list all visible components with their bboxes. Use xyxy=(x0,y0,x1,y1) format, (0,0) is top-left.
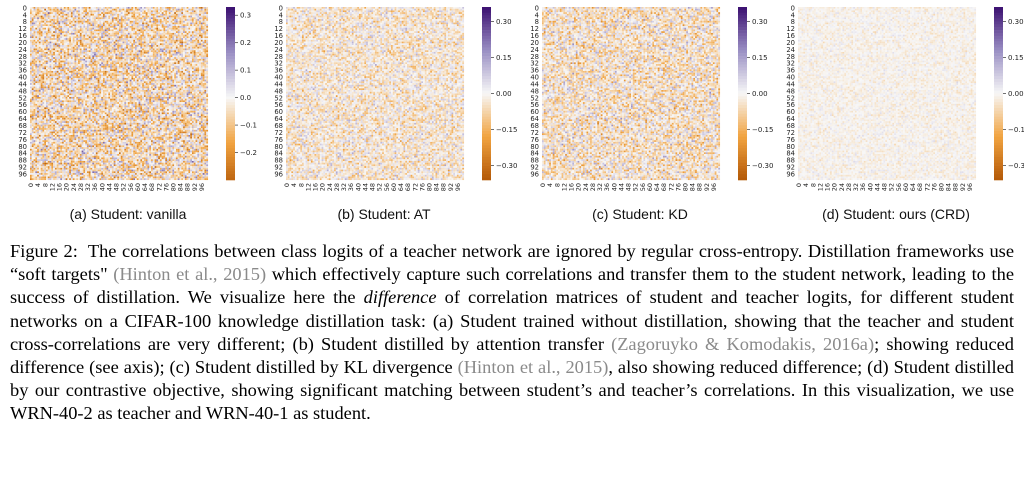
y-tick-label: 28 xyxy=(530,53,539,61)
x-tick-label: 24 xyxy=(582,183,590,191)
x-tick-label: 48 xyxy=(369,183,377,191)
y-tick-label: 92 xyxy=(274,164,283,172)
y-tick-label: 4 xyxy=(23,11,27,19)
x-tick-label: 12 xyxy=(48,183,56,191)
x-tick-label: 52 xyxy=(632,183,640,191)
x-tick-label: 92 xyxy=(959,183,967,191)
x-tick-label: 8 xyxy=(553,183,561,187)
x-tick-label: 16 xyxy=(568,183,576,191)
y-tick-label: 40 xyxy=(786,74,795,82)
y-tick-label: 92 xyxy=(530,164,539,172)
y-tick-label: 48 xyxy=(274,87,283,95)
y-tick-label: 72 xyxy=(530,129,539,137)
y-tick-label: 32 xyxy=(530,60,539,68)
x-tick-label: 36 xyxy=(347,183,355,191)
x-tick-label: 44 xyxy=(105,183,113,191)
panel-caption-crd: (d) Student: ours (CRD) xyxy=(768,206,1024,222)
x-tick-label: 28 xyxy=(845,183,853,191)
x-tick-label: 12 xyxy=(560,183,568,191)
x-tick-label: 72 xyxy=(411,183,419,191)
x-tick-label: 12 xyxy=(304,183,312,191)
y-tick-label: 56 xyxy=(530,101,539,109)
y-tick-label: 32 xyxy=(274,60,283,68)
y-tick-label: 36 xyxy=(786,67,795,75)
y-tick-label: 56 xyxy=(786,101,795,109)
x-tick-label: 32 xyxy=(852,183,860,191)
x-tick-label: 80 xyxy=(937,183,945,191)
x-tick-label: 0 xyxy=(27,183,35,187)
colorbar-tick-label: −0.1 xyxy=(240,122,257,130)
y-tick-label: 8 xyxy=(791,18,795,26)
y-tick-label: 20 xyxy=(786,39,795,47)
y-tick-label: 44 xyxy=(18,80,27,88)
y-tick-label: 68 xyxy=(18,122,27,130)
y-tick-label: 0 xyxy=(535,4,539,12)
y-tick-label: 36 xyxy=(530,67,539,75)
x-tick-label: 4 xyxy=(34,183,42,187)
x-tick-label: 44 xyxy=(361,183,369,191)
panel-caption-vanilla: (a) Student: vanilla xyxy=(0,206,256,222)
y-tick-label: 52 xyxy=(530,94,539,102)
x-tick-label: 8 xyxy=(297,183,305,187)
y-tick-label: 76 xyxy=(786,136,795,144)
y-tick-label: 32 xyxy=(18,60,27,68)
heatmap-at xyxy=(256,0,512,205)
x-tick-label: 88 xyxy=(440,183,448,191)
x-tick-label: 48 xyxy=(113,183,121,191)
y-tick-label: 24 xyxy=(530,46,539,54)
y-tick-label: 84 xyxy=(274,150,283,158)
x-tick-label: 80 xyxy=(425,183,433,191)
colorbar xyxy=(994,7,1003,180)
y-tick-label: 88 xyxy=(530,157,539,165)
y-tick-label: 4 xyxy=(535,11,539,19)
x-tick-label: 48 xyxy=(881,183,889,191)
heatmap-cells xyxy=(542,7,720,180)
y-tick-label: 44 xyxy=(530,80,539,88)
y-tick-label: 84 xyxy=(786,150,795,158)
x-tick-label: 32 xyxy=(596,183,604,191)
x-tick-label: 68 xyxy=(148,183,156,191)
colorbar-tick-label: −0.15 xyxy=(752,126,773,134)
caption-text-5: , also showing reduced difference; (d) Student distilled by our contrastive objective, showing significant matching between student’s and teacher’s correlations. In this visualization, we use WRN-40-2 as teacher and WRN-40-1 as student. xyxy=(10,357,1014,423)
x-tick-label: 24 xyxy=(838,183,846,191)
citation-hinton-2015-b[interactable]: (Hinton et al., 2015) xyxy=(458,357,609,377)
x-tick-label: 20 xyxy=(63,183,71,191)
y-tick-label: 0 xyxy=(279,4,283,12)
x-tick-label: 24 xyxy=(326,183,334,191)
y-tick-label: 56 xyxy=(274,101,283,109)
y-tick-label: 0 xyxy=(791,4,795,12)
y-tick-label: 28 xyxy=(274,53,283,61)
colorbar-tick-label: 0.30 xyxy=(496,18,512,26)
y-tick-label: 16 xyxy=(18,32,27,40)
x-tick-label: 36 xyxy=(91,183,99,191)
citation-hinton-2015[interactable]: (Hinton et al., 2015) xyxy=(113,264,266,284)
colorbar-tick-label: −0.30 xyxy=(496,162,517,170)
y-tick-label: 48 xyxy=(530,87,539,95)
y-tick-label: 48 xyxy=(786,87,795,95)
y-tick-label: 8 xyxy=(279,18,283,26)
y-tick-label: 12 xyxy=(786,25,795,33)
x-tick-label: 92 xyxy=(191,183,199,191)
y-tick-label: 44 xyxy=(274,80,283,88)
y-tick-label: 88 xyxy=(786,157,795,165)
x-tick-label: 96 xyxy=(454,183,462,191)
x-tick-label: 64 xyxy=(909,183,917,191)
figure-caption xyxy=(10,240,1014,426)
x-tick-label: 4 xyxy=(802,183,810,187)
figure-label: Figure 2: xyxy=(10,241,78,261)
y-tick-label: 96 xyxy=(274,170,283,178)
colorbar-tick-label: 0.00 xyxy=(752,90,768,98)
y-tick-label: 8 xyxy=(535,18,539,26)
x-tick-label: 48 xyxy=(625,183,633,191)
colorbar-tick-label: 0.2 xyxy=(240,39,251,47)
x-tick-label: 40 xyxy=(866,183,874,191)
x-tick-label: 76 xyxy=(674,183,682,191)
x-tick-label: 96 xyxy=(198,183,206,191)
x-tick-label: 72 xyxy=(155,183,163,191)
y-tick-label: 80 xyxy=(530,143,539,151)
y-tick-label: 52 xyxy=(274,94,283,102)
x-tick-label: 4 xyxy=(290,183,298,187)
x-tick-label: 92 xyxy=(703,183,711,191)
caption-text-3: of correlation matrices of student and teacher logits, for different student networks on a CIFAR-100 knowledge distillation task: (a) Student trained without distillation, showing that the teacher and student cross-correlations are very different; (b) Student distilled by attention transfer xyxy=(10,287,1014,353)
colorbar-tick-label: 0.15 xyxy=(752,54,768,62)
x-tick-label: 76 xyxy=(930,183,938,191)
heatmap-cells xyxy=(30,7,208,180)
colorbar-tick-label: 0.00 xyxy=(1008,90,1024,98)
y-tick-label: 40 xyxy=(530,74,539,82)
y-tick-label: 0 xyxy=(23,4,27,12)
y-tick-label: 76 xyxy=(274,136,283,144)
x-tick-label: 64 xyxy=(397,183,405,191)
y-tick-label: 64 xyxy=(18,115,27,123)
x-tick-label: 16 xyxy=(824,183,832,191)
x-tick-label: 8 xyxy=(41,183,49,187)
y-tick-label: 12 xyxy=(274,25,283,33)
y-tick-label: 16 xyxy=(786,32,795,40)
x-tick-label: 4 xyxy=(546,183,554,187)
x-tick-label: 12 xyxy=(816,183,824,191)
y-tick-label: 64 xyxy=(530,115,539,123)
x-tick-label: 80 xyxy=(169,183,177,191)
heatmap-panel-at xyxy=(256,0,512,230)
y-tick-label: 24 xyxy=(18,46,27,54)
x-tick-label: 20 xyxy=(319,183,327,191)
caption-text-2: which effectively capture such correlations and transfer them to the student network, leading to the success of distillation. We visualize here the xyxy=(10,264,1014,307)
y-tick-label: 56 xyxy=(18,101,27,109)
colorbar xyxy=(482,7,491,180)
heatmap-vanilla xyxy=(0,0,256,205)
y-tick-label: 68 xyxy=(274,122,283,130)
x-tick-label: 44 xyxy=(617,183,625,191)
caption-text-4: ; showing reduced difference (see axis); (c) Student distilled by KL divergence xyxy=(10,334,1014,377)
y-tick-label: 28 xyxy=(18,53,27,61)
x-tick-label: 60 xyxy=(390,183,398,191)
heatmap-kd xyxy=(512,0,768,205)
colorbar xyxy=(738,7,747,180)
x-tick-label: 60 xyxy=(646,183,654,191)
colorbar-tick-label: 0.3 xyxy=(240,12,251,20)
y-tick-label: 4 xyxy=(791,11,795,19)
y-tick-label: 20 xyxy=(274,39,283,47)
x-tick-label: 88 xyxy=(952,183,960,191)
x-tick-label: 88 xyxy=(184,183,192,191)
y-tick-label: 64 xyxy=(786,115,795,123)
panel-caption-at: (b) Student: AT xyxy=(256,206,512,222)
x-tick-label: 64 xyxy=(653,183,661,191)
y-tick-label: 60 xyxy=(786,108,795,116)
x-tick-label: 8 xyxy=(809,183,817,187)
y-tick-label: 12 xyxy=(18,25,27,33)
x-tick-label: 0 xyxy=(283,183,291,187)
y-tick-label: 12 xyxy=(530,25,539,33)
y-tick-label: 72 xyxy=(18,129,27,137)
x-tick-label: 68 xyxy=(916,183,924,191)
colorbar-tick-label: 0.1 xyxy=(240,67,251,75)
panel-caption-kd: (c) Student: KD xyxy=(512,206,768,222)
heatmap-cells xyxy=(286,7,464,180)
y-tick-label: 4 xyxy=(279,11,283,19)
y-tick-label: 36 xyxy=(18,67,27,75)
y-tick-label: 96 xyxy=(530,170,539,178)
y-tick-label: 68 xyxy=(530,122,539,130)
x-tick-label: 0 xyxy=(795,183,803,187)
y-tick-label: 8 xyxy=(23,18,27,26)
x-tick-label: 32 xyxy=(340,183,348,191)
y-tick-label: 24 xyxy=(786,46,795,54)
x-tick-label: 40 xyxy=(98,183,106,191)
x-tick-label: 72 xyxy=(923,183,931,191)
heatmap-panel-kd xyxy=(512,0,768,230)
x-tick-label: 20 xyxy=(831,183,839,191)
caption-emphasis: difference xyxy=(364,287,437,307)
colorbar-tick-label: 0.0 xyxy=(240,94,251,102)
y-tick-label: 32 xyxy=(786,60,795,68)
x-tick-label: 32 xyxy=(84,183,92,191)
heatmap-panel-crd xyxy=(768,0,1024,230)
colorbar xyxy=(226,7,235,180)
y-tick-label: 52 xyxy=(786,94,795,102)
y-tick-label: 88 xyxy=(18,157,27,165)
x-tick-label: 52 xyxy=(376,183,384,191)
colorbar-tick-label: 0.30 xyxy=(1008,18,1024,26)
x-tick-label: 40 xyxy=(354,183,362,191)
y-tick-label: 64 xyxy=(274,115,283,123)
colorbar-tick-label: −0.2 xyxy=(240,149,257,157)
x-tick-label: 56 xyxy=(895,183,903,191)
y-tick-label: 40 xyxy=(274,74,283,82)
x-tick-label: 96 xyxy=(710,183,718,191)
x-tick-label: 68 xyxy=(404,183,412,191)
x-tick-label: 20 xyxy=(575,183,583,191)
colorbar-tick-label: −0.30 xyxy=(752,162,773,170)
x-tick-label: 88 xyxy=(696,183,704,191)
colorbar-tick-label: 0.30 xyxy=(752,18,768,26)
y-tick-label: 72 xyxy=(786,129,795,137)
x-tick-label: 24 xyxy=(70,183,78,191)
y-tick-label: 84 xyxy=(530,150,539,158)
x-tick-label: 72 xyxy=(667,183,675,191)
x-tick-label: 28 xyxy=(589,183,597,191)
x-tick-label: 60 xyxy=(902,183,910,191)
heatmap-panel-vanilla xyxy=(0,0,256,230)
y-tick-label: 76 xyxy=(530,136,539,144)
x-tick-label: 84 xyxy=(689,183,697,191)
x-tick-label: 80 xyxy=(681,183,689,191)
x-tick-label: 36 xyxy=(603,183,611,191)
y-tick-label: 48 xyxy=(18,87,27,95)
colorbar-tick-label: −0.15 xyxy=(496,126,517,134)
x-tick-label: 28 xyxy=(333,183,341,191)
y-tick-label: 16 xyxy=(274,32,283,40)
y-tick-label: 88 xyxy=(274,157,283,165)
x-tick-label: 76 xyxy=(162,183,170,191)
y-tick-label: 40 xyxy=(18,74,27,82)
colorbar-tick-label: −0.1 xyxy=(1008,126,1024,134)
heatmap-cells xyxy=(798,7,976,180)
y-tick-label: 36 xyxy=(274,67,283,75)
x-tick-label: 52 xyxy=(120,183,128,191)
y-tick-label: 52 xyxy=(18,94,27,102)
colorbar-tick-label: 0.15 xyxy=(496,54,512,62)
y-tick-label: 28 xyxy=(786,53,795,61)
y-tick-label: 16 xyxy=(530,32,539,40)
y-tick-label: 60 xyxy=(530,108,539,116)
x-tick-label: 64 xyxy=(141,183,149,191)
x-tick-label: 84 xyxy=(177,183,185,191)
x-tick-label: 76 xyxy=(418,183,426,191)
x-tick-label: 92 xyxy=(447,183,455,191)
x-tick-label: 96 xyxy=(966,183,974,191)
y-tick-label: 24 xyxy=(274,46,283,54)
colorbar-tick-label: 0.15 xyxy=(1008,54,1024,62)
citation-zagoruyko-2016a[interactable]: (Zagoruyko & Komodakis, 2016a) xyxy=(611,334,874,354)
y-tick-label: 44 xyxy=(786,80,795,88)
x-tick-label: 84 xyxy=(433,183,441,191)
x-tick-label: 56 xyxy=(383,183,391,191)
y-tick-label: 80 xyxy=(18,143,27,151)
x-tick-label: 40 xyxy=(610,183,618,191)
x-tick-label: 36 xyxy=(859,183,867,191)
y-tick-label: 96 xyxy=(18,170,27,178)
y-tick-label: 20 xyxy=(530,39,539,47)
y-tick-label: 60 xyxy=(18,108,27,116)
y-tick-label: 96 xyxy=(786,170,795,178)
heatmap-crd xyxy=(768,0,1024,205)
x-tick-label: 16 xyxy=(312,183,320,191)
colorbar-tick-label: 0.00 xyxy=(496,90,512,98)
y-tick-label: 84 xyxy=(18,150,27,158)
y-tick-label: 68 xyxy=(786,122,795,130)
x-tick-label: 0 xyxy=(539,183,547,187)
caption-text-1: The correlations between class logits of a teacher network are ignored by regular cross-entropy. Distillation frameworks use “soft targets" xyxy=(10,241,1014,284)
x-tick-label: 44 xyxy=(873,183,881,191)
y-tick-label: 92 xyxy=(18,164,27,172)
x-tick-label: 84 xyxy=(945,183,953,191)
y-tick-label: 80 xyxy=(274,143,283,151)
x-tick-label: 56 xyxy=(127,183,135,191)
y-tick-label: 20 xyxy=(18,39,27,47)
y-tick-label: 60 xyxy=(274,108,283,116)
x-tick-label: 68 xyxy=(660,183,668,191)
y-tick-label: 92 xyxy=(786,164,795,172)
y-tick-label: 80 xyxy=(786,143,795,151)
colorbar-tick-label: −0.3 xyxy=(1008,162,1024,170)
y-tick-label: 76 xyxy=(18,136,27,144)
x-tick-label: 60 xyxy=(134,183,142,191)
x-tick-label: 16 xyxy=(56,183,64,191)
y-tick-label: 72 xyxy=(274,129,283,137)
x-tick-label: 28 xyxy=(77,183,85,191)
x-tick-label: 52 xyxy=(888,183,896,191)
x-tick-label: 56 xyxy=(639,183,647,191)
